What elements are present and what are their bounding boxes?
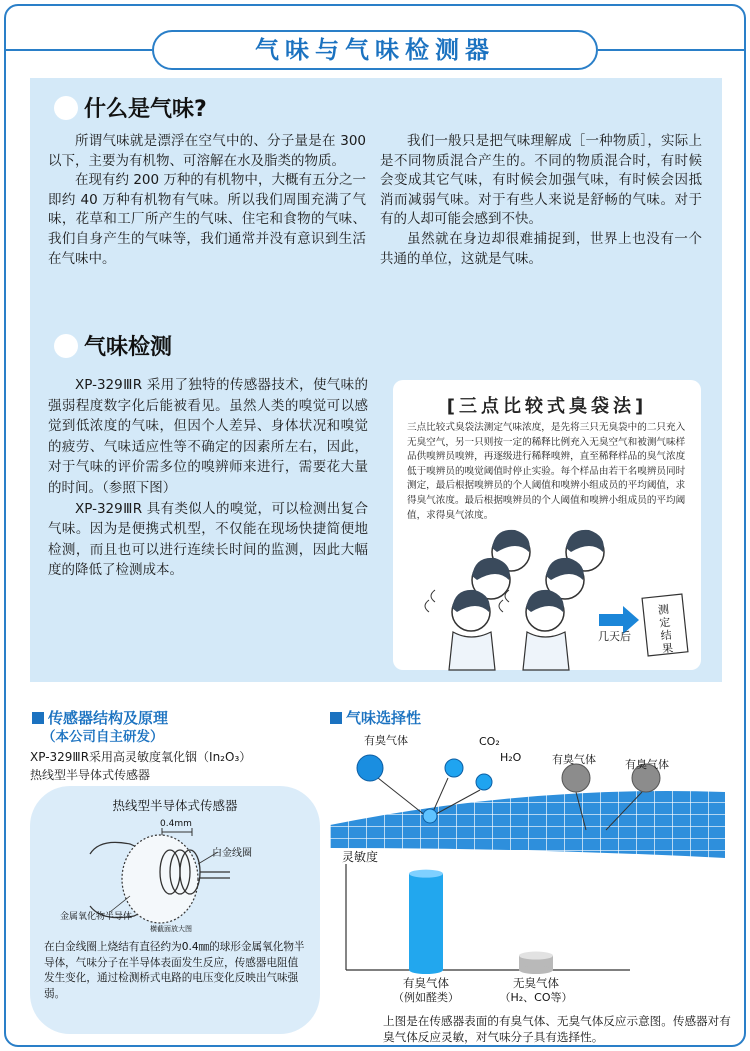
paragraph: 我们一般只是把气味理解成［一种物质］，实际上是不同物质混合产生的。不同的物质混合时，有时候会变成其它气味，有时候会加强气味，有时候会因抵消而减弱气味。对于有些人来说是舒畅的气味。对于有的人却可能会感到不快。 bbox=[380, 133, 702, 228]
bullet-dot-icon bbox=[54, 334, 78, 358]
section2-text bbox=[48, 375, 368, 581]
co2-label: CO₂ bbox=[479, 735, 500, 748]
square-bullet-icon bbox=[32, 712, 44, 724]
platinum-coil-label: 白金线圈 bbox=[212, 848, 252, 859]
sensor-heading-text: 传感器结构及原理 bbox=[48, 709, 169, 727]
odor-gas-molecule-icon bbox=[357, 755, 383, 781]
bar-odor-gas bbox=[409, 874, 443, 970]
sensor-box-title: 热线型半导体式传感器 bbox=[112, 798, 238, 813]
square-bullet-icon bbox=[330, 712, 342, 724]
odor-gas-label: 有臭气体 bbox=[364, 734, 408, 747]
section1-left-text bbox=[48, 132, 366, 269]
paragraph: 所谓气味就是漂浮在空气中的、分子量是在 300 以下，主要为有机物、可溶解在水及脂类的物质。 bbox=[48, 133, 366, 169]
panel-text: 三点比较式臭袋法测定气味浓度，是先将三只无臭袋中的二只充入无臭空气，另一只则按一定的稀释比例充入无臭空气和被测气味样品供嗅辨员嗅辨，再逐级进行稀释嗅辨，直至稀释样品的臭气浓度低于嗅辨员的嗅觉阈值时停止实验。每个样品由若干名嗅辨员同时测定，最后根据嗅辨员的个人阈值和嗅辨小组成员的平均阈值，求得臭气浓度。最后根据嗅辨员的个人阈值和嗅辨小组成员的平均阈值，求得臭气浓度。 bbox=[407, 422, 686, 521]
odor-gas-gray-icon bbox=[562, 764, 590, 792]
section-title: 气味检测 bbox=[84, 335, 173, 360]
panelist-body-icon bbox=[449, 632, 569, 670]
paragraph: XP-329ⅢR 采用了独特的传感器技术，使气味的强弱程度数字化后能被看见。虽然人类的嗅觉可以感觉到低浓度的气味，但因个人差异、身体状况和嗅觉的疲劳、气味适应性等不确定的因素所左右，因此，对于气味的评价需多位的嗅辨师来进行，需要花大量的时间。（参照下图） bbox=[48, 377, 368, 496]
bar-category-label: 有臭气体 bbox=[403, 976, 449, 990]
selectivity-heading bbox=[330, 707, 421, 728]
dimension-label: 0.4mm bbox=[160, 819, 192, 829]
co2-molecule-icon bbox=[445, 759, 463, 777]
panel-title: [三点比较式臭袋法] bbox=[446, 396, 648, 417]
bar-base bbox=[519, 966, 553, 974]
metal-oxide-label: 金属氧化物半导体 bbox=[60, 912, 133, 922]
bar-cap bbox=[409, 870, 443, 878]
bullet-dot-icon bbox=[54, 96, 78, 120]
cross-section-label: 横截面放大图 bbox=[150, 925, 192, 933]
section1-right-text bbox=[380, 132, 702, 269]
sensor-sub-heading: （本公司自主研发） bbox=[42, 729, 164, 745]
sensor-cross-section-diagram bbox=[30, 786, 320, 946]
panelist-hair-icon bbox=[452, 530, 604, 612]
odor-gas-label: 有臭气体 bbox=[552, 753, 596, 766]
h2o-molecule-icon bbox=[476, 774, 492, 790]
selectivity-heading-text: 气味选择性 bbox=[346, 709, 422, 727]
sensor-description: 在白金线圈上烧结有直径约为0.4㎜的球形金属氧化物半导体，气味分子在半导体表面发生反应，传感器电阻值发生变化，通过检测桥式电路的电压变化反映出气味强弱。 bbox=[44, 941, 305, 1000]
bar-base bbox=[409, 966, 443, 974]
bar-category-sub-label: （例如醛类） bbox=[393, 991, 459, 1004]
days-later-label: 几天后 bbox=[598, 630, 631, 643]
result-sign-label: 测定结果 bbox=[657, 602, 674, 656]
bar-category-label: 无臭气体 bbox=[513, 976, 559, 990]
h2o-label: H₂O bbox=[500, 751, 522, 764]
section-odor-detection-heading bbox=[54, 330, 172, 361]
selectivity-caption: 上图是在传感器表面的有臭气体、无臭气体反应示意图。传感器对有臭气体反应灵敏，对气味分子具有选择性。 bbox=[383, 1014, 731, 1044]
paragraph: XP-329ⅢR 具有类似人的嗅觉，可以检测出复合气味。因为是便携式机型，不仅能在现场快捷简便地检测，而且也可以进行连续长时间的监测，因此大幅度的降低了检测成本。 bbox=[48, 500, 368, 579]
bar-category-sub-label: （H₂、CO等） bbox=[499, 991, 573, 1004]
odor-gas-label: 有臭气体 bbox=[625, 758, 669, 771]
title-rule-left bbox=[6, 49, 152, 51]
page-title: 气味与气味检测器 bbox=[255, 36, 495, 64]
section-title: 什么是气味? bbox=[84, 97, 207, 122]
section-what-is-odor-heading bbox=[54, 92, 207, 123]
paragraph: 在现有约 200 万种的有机物中，大概有五分之一即约 40 万种有机物有气味。所以我们周围充满了气味，花草和工厂所产生的气味、住宅和食物的气味、我们自身产生的气味等，我们通常并没有意识到生活在气味中。 bbox=[48, 172, 366, 267]
sensor-intro-line1: XP-329ⅢR采用高灵敏度氧化铟（In₂O₃） bbox=[30, 750, 252, 764]
odor-panelists-illustration bbox=[393, 380, 701, 670]
sensor-intro-line2: 热线型半导体式传感器 bbox=[30, 768, 151, 782]
paragraph: 虽然就在身边却很难捕捉到，世界上也没有一个共通的单位，这就是气味。 bbox=[380, 230, 702, 267]
chart-y-label: 灵敏度 bbox=[342, 850, 379, 864]
title-rule-right bbox=[598, 49, 744, 51]
bar-cap bbox=[519, 952, 553, 960]
adsorbed-molecule-icon bbox=[423, 809, 437, 823]
